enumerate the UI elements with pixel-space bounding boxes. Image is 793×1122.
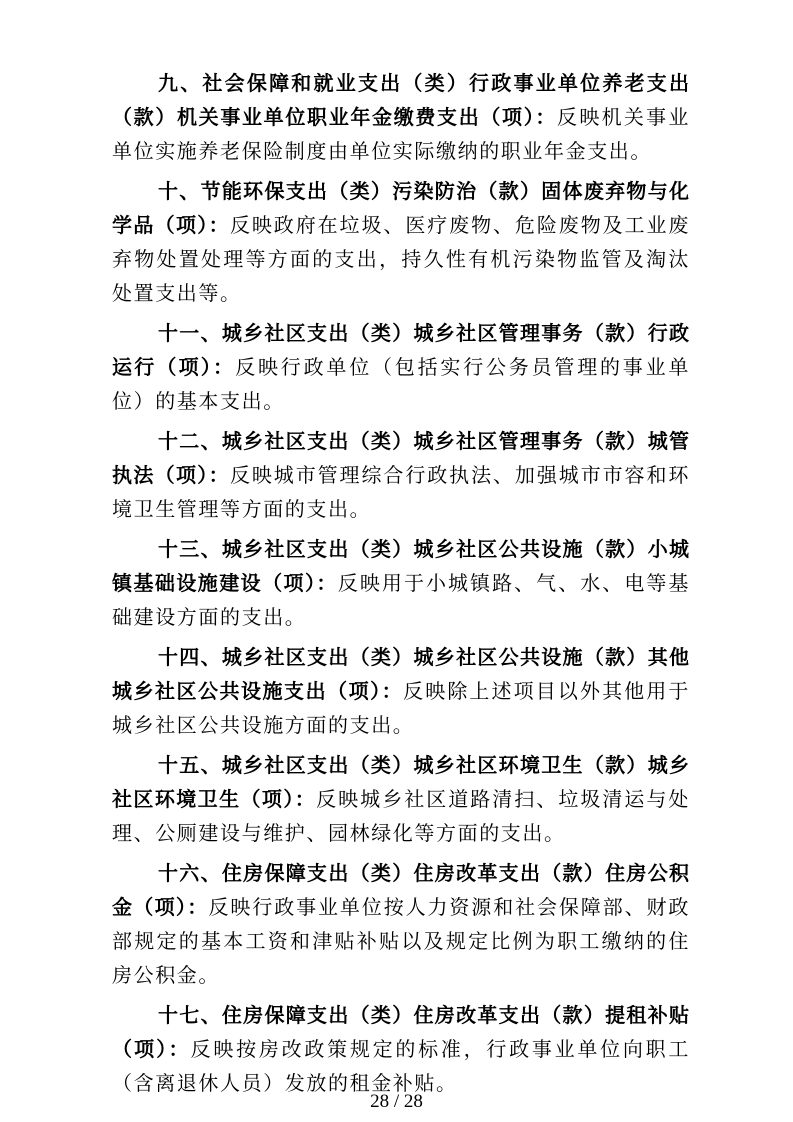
item-heading: 十六、住房保障支出（类）住房改革支出（款）住房公积金（项）： bbox=[112, 861, 690, 919]
item-description: 反映除上述项目以外其他用于城乡社区公共设施方面的支出。 bbox=[112, 679, 690, 737]
paragraph-item-15 bbox=[112, 748, 690, 850]
item-description: 反映城市管理综合行政执法、加强城市市容和环境卫生管理等方面的支出。 bbox=[112, 463, 690, 521]
item-heading: 十二、城乡社区支出（类）城乡社区管理事务（款）城管执法（项）： bbox=[112, 429, 690, 487]
paragraph-item-14 bbox=[112, 640, 690, 742]
paragraph-item-9 bbox=[112, 66, 690, 168]
item-heading: 十四、城乡社区支出（类）城乡社区公共设施（款）其他城乡社区公共设施支出（项）： bbox=[112, 645, 690, 703]
item-heading: 十一、城乡社区支出（类）城乡社区管理事务（款）行政运行（项）： bbox=[112, 321, 690, 379]
document-body bbox=[112, 66, 690, 1106]
paragraph-item-10 bbox=[112, 174, 690, 310]
item-heading: 十七、住房保障支出（类）住房改革支出（款）提租补贴（项）： bbox=[112, 1003, 690, 1061]
item-description: 反映按房改政策规定的标准，行政事业单位向职工（含离退休人员）发放的租金补贴。 bbox=[112, 1037, 690, 1095]
item-description: 反映城乡社区道路清扫、垃圾清运与处理、公厕建设与维护、园林绿化等方面的支出。 bbox=[112, 787, 691, 845]
paragraph-item-17 bbox=[112, 998, 690, 1100]
paragraph-item-16 bbox=[112, 856, 690, 992]
item-heading: 十三、城乡社区支出（类）城乡社区公共设施（款）小城镇基础设施建设（项）： bbox=[112, 537, 690, 595]
item-description: 反映机关事业单位实施养老保险制度由单位实际缴纳的职业年金支出。 bbox=[112, 105, 690, 163]
item-description: 反映行政单位（包括实行公务员管理的事业单位）的基本支出。 bbox=[112, 355, 691, 413]
item-heading: 十、节能环保支出（类）污染防治（款）固体废弃物与化学品（项）： bbox=[112, 179, 690, 237]
item-heading: 九、社会保障和就业支出（类）行政事业单位养老支出（款）机关事业单位职业年金缴费支出（项）： bbox=[112, 71, 690, 129]
paragraph-item-11 bbox=[112, 316, 690, 418]
item-heading: 十五、城乡社区支出（类）城乡社区环境卫生（款）城乡社区环境卫生（项）： bbox=[112, 753, 690, 811]
paragraph-item-13 bbox=[112, 532, 690, 634]
page-number: 28 / 28 bbox=[370, 1091, 423, 1112]
item-description: 反映用于小城镇路、气、水、电等基础建设方面的支出。 bbox=[112, 571, 690, 629]
paragraph-item-12 bbox=[112, 424, 690, 526]
item-description: 反映行政事业单位按人力资源和社会保障部、财政部规定的基本工资和津贴补贴以及规定比例为职工缴纳的住房公积金。 bbox=[112, 895, 690, 987]
item-description: 反映政府在垃圾、医疗废物、危险废物及工业废弃物处置处理等方面的支出，持久性有机污染物监管及淘汰处置支出等。 bbox=[112, 213, 690, 305]
